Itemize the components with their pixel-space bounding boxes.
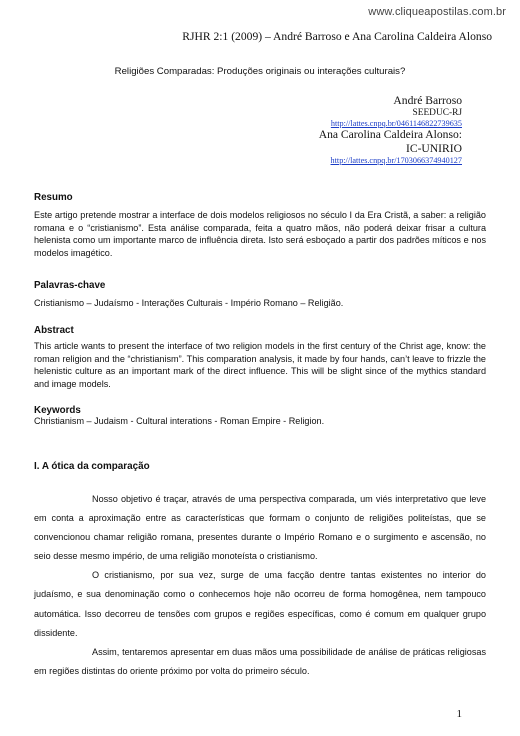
running-header: RJHR 2:1 (2009) – André Barroso e Ana Carolina Caldeira Alonso (182, 30, 492, 43)
author-lattes-link[interactable]: http://lattes.cnpq.br/1703066374940127 (330, 155, 462, 165)
resumo-text: Este artigo pretende mostrar a interface de dois modelos religiosos no século I da Era Cristã, a saber: a religião romana e o “cristianismo”. Esta análise comparada, feita a quatro mãos, não poderá deixar frisar a cultura helenista como um importante marco de influência direta. Isto será esboçado a partir dos padrões míticos e nos modelos imagético. (34, 210, 486, 258)
abstract-section (34, 325, 486, 390)
section-title: I. A ótica da comparação (34, 461, 150, 472)
site-watermark: www.cliqueapostilas.com.br (368, 6, 506, 18)
palavras-chave-section (34, 280, 486, 310)
article-title: Religiões Comparadas: Produções originais ou interações culturais? (114, 66, 406, 77)
section-heading (34, 461, 486, 472)
page-number: 1 (456, 708, 462, 720)
body-paragraph: Nosso objetivo é traçar, através de uma perspectiva comparada, um viés interpretativo que leve em conta a aproximação entre as características que formam o conjunto de religiões politeístas, que se convencionou chamar religião romana, presentes durante o Império Romano e o surgimento e ascensão, no seio desse mesmo império, de uma religião monoteísta o cristianismo. (34, 494, 486, 562)
body-paragraph: Assim, tentaremos apresentar em duas mãos uma possibilidade de análise de práticas religiosas em regiões distintas do oriente próximo por volta do primeiro século. (34, 646, 486, 676)
body-paragraph: O cristianismo, por sua vez, surge de uma facção dentre tantas existentes no interior do judaísmo, e sua denominação como o conhecemos hoje não ocorreu de forma homogênea, nem tampouco automática. Isso decorreu de tensões com grupos e regiões específicas, como é comum em qualquer grupo dissidente. (34, 570, 486, 638)
author-block (319, 94, 462, 165)
palavras-chave-text: Cristianismo – Judaísmo - Interações Culturais - Império Romano – Religião. (34, 298, 344, 308)
abstract-text: This article wants to present the interface of two religion models in the first century of the Christ age, know: the roman religion and the “christianism”. This comparation analysis, it made by four hands, can’t leave to frizzle the helenistic culture as an important mark of the direct influence. This will be slight since of the mythics standard and image models. (34, 341, 486, 389)
resumo-section (34, 192, 486, 259)
resumo-heading: Resumo (34, 192, 73, 203)
keywords-section (34, 405, 486, 428)
abstract-heading: Abstract (34, 325, 74, 336)
author-name: André Barroso (393, 94, 462, 107)
keywords-heading: Keywords (34, 405, 81, 416)
palavras-chave-heading: Palavras-chave (34, 280, 106, 291)
keywords-text: Christianism – Judaism - Cultural interations - Roman Empire - Religion. (34, 416, 325, 426)
section-body (34, 490, 486, 681)
author-institution: IC-UNIRIO (405, 142, 462, 156)
author-institution: SEEDUC-RJ (412, 107, 462, 118)
author-name: Ana Carolina Caldeira Alonso: (318, 128, 462, 142)
author-lattes-link[interactable]: http://lattes.cnpq.br/0461146822739635 (330, 118, 462, 128)
